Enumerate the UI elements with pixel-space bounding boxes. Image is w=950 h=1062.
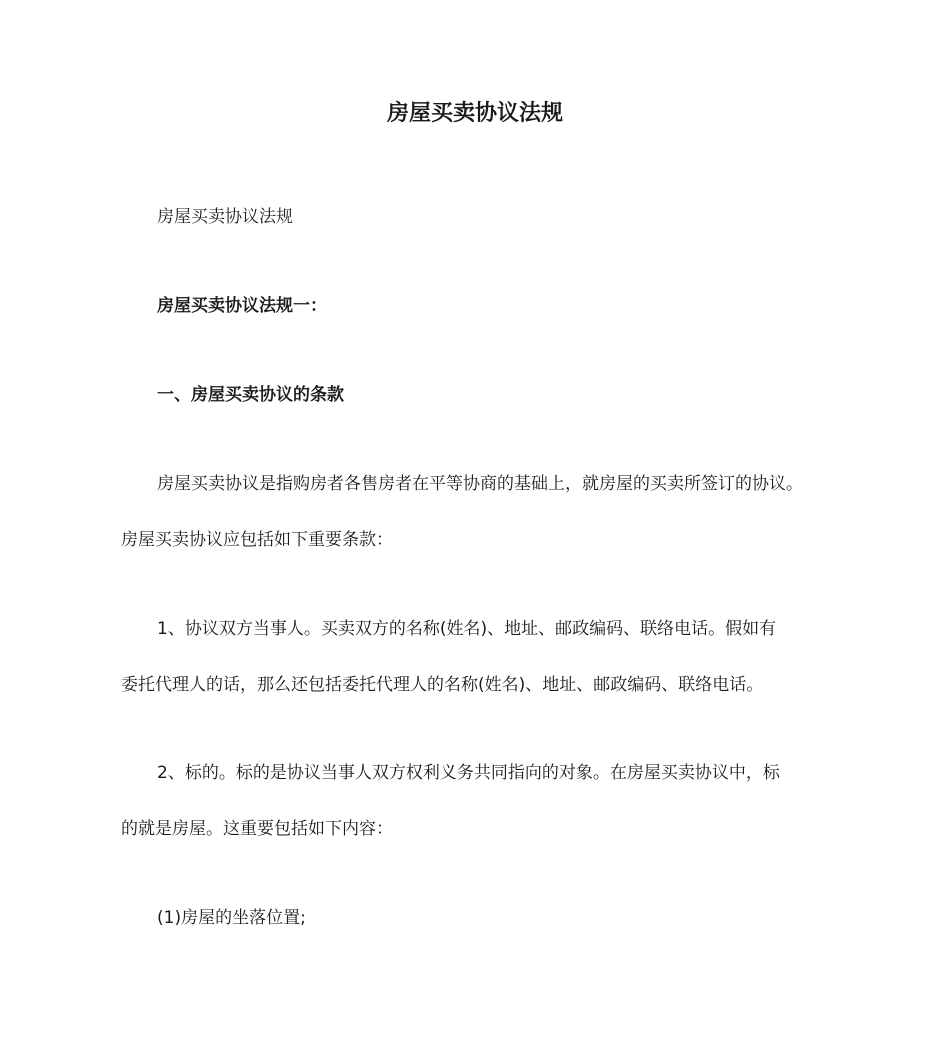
- paragraph-line: 2、标的。标的是协议当事人双方权利义务共同指向的对象。在房屋买卖协议中，标: [157, 763, 780, 783]
- paragraph-line: 1、协议双方当事人。买卖双方的名称(姓名)、地址、邮政编码、联络电话。假如有: [157, 619, 777, 639]
- paragraph-line: (1)房屋的坐落位置;: [157, 908, 306, 928]
- document-title: 房屋买卖协议法规: [386, 101, 563, 126]
- document-subtitle: 房屋买卖协议法规: [157, 207, 293, 227]
- paragraph-line: 房屋买卖协议应包括如下重要条款：: [121, 530, 393, 550]
- clause-heading: 一、房屋买卖协议的条款: [157, 385, 344, 405]
- section-heading: 房屋买卖协议法规一：: [157, 296, 327, 316]
- paragraph-line: 委托代理人的话，那么还包括委托代理人的名称(姓名)、地址、邮政编码、联络电话。: [121, 675, 764, 695]
- paragraph-line: 的就是房屋。这重要包括如下内容：: [121, 819, 393, 839]
- paragraph-line: 房屋买卖协议是指购房者各售房者在平等协商的基础上，就房屋的买卖所签订的协议。: [157, 474, 803, 494]
